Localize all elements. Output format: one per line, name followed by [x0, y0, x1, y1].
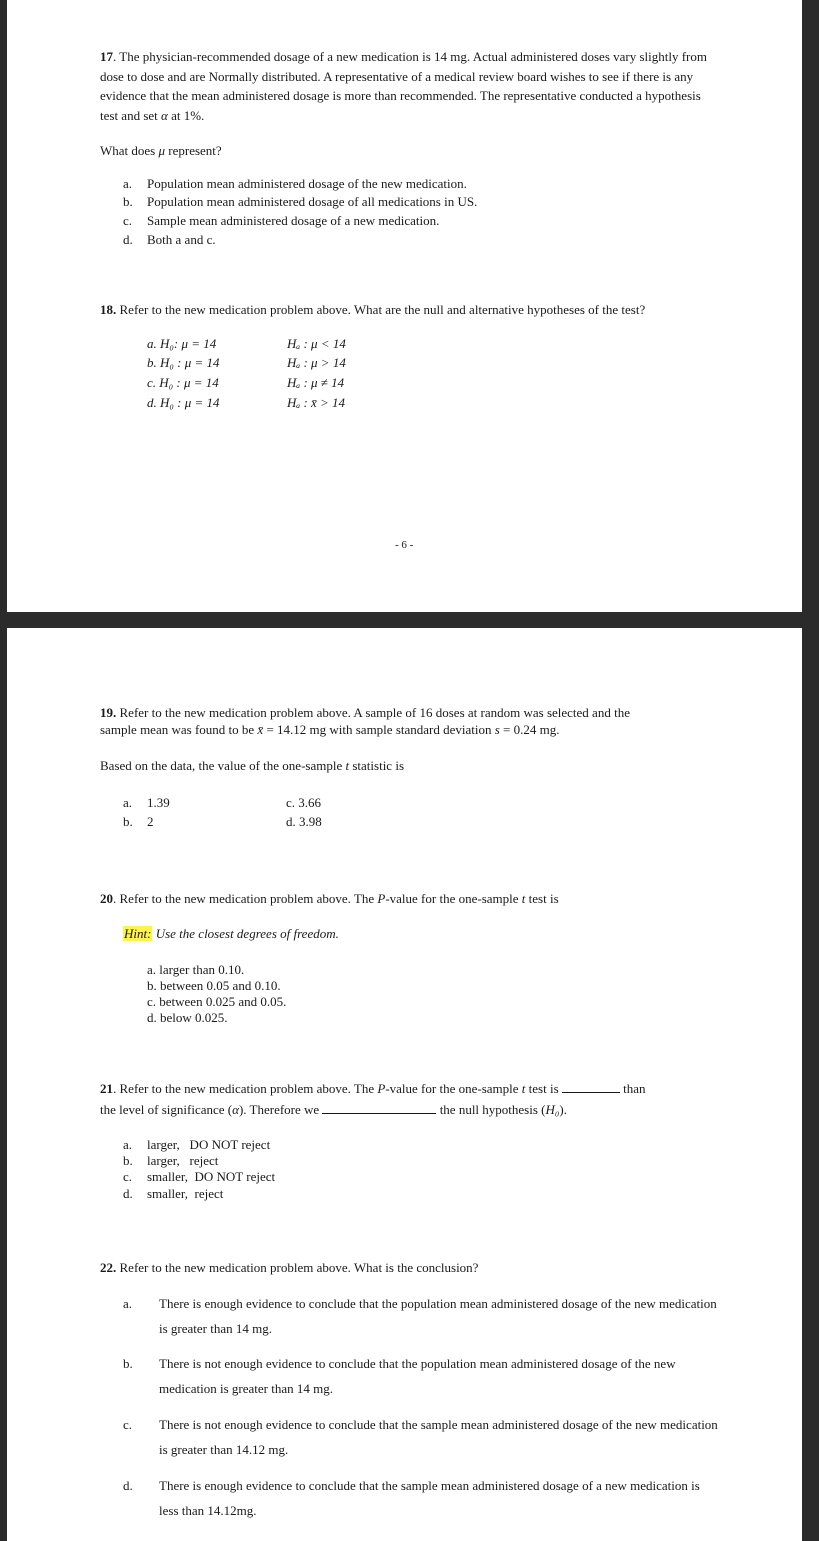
question-17-number: 17: [100, 49, 113, 64]
question-22-number: 22.: [100, 1260, 117, 1275]
question-21-line1: 21. Refer to the new medication problem above. The P-value for the one-sample t test is than: [100, 1081, 646, 1096]
document-page-7: [7, 628, 802, 1541]
question-18-text: 18. Refer to the new medication problem above. What are the null and alternative hypotheses of the test?: [100, 302, 646, 317]
question-21-option-c[interactable]: c. smaller, DO NOT reject: [123, 1169, 276, 1184]
question-18-number: 18.: [100, 302, 117, 317]
question-21-option-b[interactable]: b. larger, reject: [123, 1153, 219, 1168]
question-19-prompt: Based on the data, the value of the one-sample t statistic is: [100, 758, 404, 773]
question-18-option-a-null[interactable]: a. H₀: μ = 14: [147, 336, 217, 351]
question-18-option-d-alt[interactable]: Hₐ : x̄ > 14: [287, 395, 346, 410]
question-20-number: 20: [100, 891, 113, 906]
question-17-option-a[interactable]: a. Population mean administered dosage of the new medication.: [123, 176, 467, 191]
question-18-option-a-alt[interactable]: Hₐ : μ < 14: [287, 336, 346, 351]
question-20-hint: Hint: Use the closest degrees of freedom.: [124, 926, 339, 941]
document-page-6: [7, 0, 802, 612]
question-21-line2: the level of significance (α). Therefore we the null hypothesis (H₀).: [100, 1102, 567, 1117]
question-22-option-a[interactable]: There is enough evidence to conclude that the population mean administered dosage of the new medication is greater than 14 mg.: [159, 1296, 717, 1336]
question-21-option-a[interactable]: a. larger, DO NOT reject: [123, 1137, 271, 1152]
question-18-option-b-null[interactable]: b. H₀ : μ = 14: [147, 355, 220, 370]
hint-label: Hint:: [124, 926, 152, 941]
question-22-option-b[interactable]: There is not enough evidence to conclude that the population mean administered dosage of the new medication is greater than 14 mg.: [159, 1356, 676, 1396]
question-19-number: 19.: [100, 705, 117, 720]
question-20-option-a[interactable]: a. larger than 0.10.: [147, 962, 245, 977]
question-22-option-d-letter: d.: [123, 1478, 133, 1493]
question-19-option-c[interactable]: c. 3.66: [286, 795, 322, 810]
question-19-line1: 19. Refer to the new medication problem above. A sample of 16 doses at random was selected and the: [100, 705, 630, 720]
question-22-option-d[interactable]: There is enough evidence to conclude that the sample mean administered dosage of a new medication is less than 14.12mg.: [159, 1478, 700, 1518]
question-19-option-a[interactable]: a. 1.39: [123, 795, 170, 810]
question-20-option-d[interactable]: d. below 0.025.: [147, 1010, 228, 1025]
question-21-number: 21: [100, 1081, 113, 1096]
question-19-option-d[interactable]: d. 3.98: [286, 814, 322, 829]
question-20-text: 20. Refer to the new medication problem above. The P-value for the one-sample t test is: [100, 891, 559, 906]
question-22-text: 22. Refer to the new medication problem above. What is the conclusion?: [100, 1260, 479, 1275]
question-17-text: 17. The physician-recommended dosage of a new medication is 14 mg. Actual administered doses vary slightly from dose to dose and are Normally distributed. A representative of a medical review board wishes to see if there is any evidence that the mean administered dosage is more than recommended. The representative conducted a hypothesis test and set α at 1%.: [100, 49, 708, 123]
page-number: - 6 -: [395, 539, 414, 551]
question-18-option-c-alt[interactable]: Hₐ : μ ≠ 14: [287, 375, 345, 390]
question-22-option-b-letter: b.: [123, 1356, 133, 1371]
blank-1[interactable]: [562, 1091, 620, 1093]
question-18-option-b-alt[interactable]: Hₐ : μ > 14: [287, 355, 346, 370]
blank-2[interactable]: [322, 1112, 436, 1114]
question-17-option-c[interactable]: c. Sample mean administered dosage of a new medication.: [123, 213, 440, 228]
question-19-option-b[interactable]: b. 2: [123, 814, 154, 829]
question-19-line2: sample mean was found to be x̄ = 14.12 mg with sample standard deviation s = 0.24 mg.: [100, 722, 560, 737]
question-18-option-d-null[interactable]: d. H₀ : μ = 14: [147, 395, 220, 410]
question-17-option-b[interactable]: b. Population mean administered dosage of all medications in US.: [123, 194, 478, 209]
question-22-option-c-letter: c.: [123, 1417, 133, 1432]
question-21-option-d[interactable]: d. smaller, reject: [123, 1186, 224, 1201]
question-20-option-b[interactable]: b. between 0.05 and 0.10.: [147, 978, 281, 993]
question-17-option-d[interactable]: d. Both a and c.: [123, 232, 216, 247]
question-22-option-c[interactable]: There is not enough evidence to conclude that the sample mean administered dosage of the new medication is greater than 14.12 mg.: [159, 1417, 718, 1457]
question-20-option-c[interactable]: c. between 0.025 and 0.05.: [147, 994, 287, 1009]
question-22-option-a-letter: a.: [123, 1296, 133, 1311]
question-18-option-c-null[interactable]: c. H₀ : μ = 14: [147, 375, 219, 390]
question-17-prompt: What does μ represent?: [100, 143, 222, 158]
